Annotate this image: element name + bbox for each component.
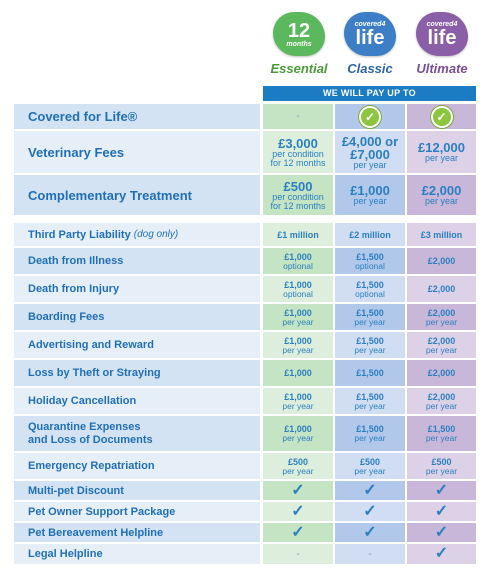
ultimate-value (407, 453, 476, 479)
classic-value (335, 104, 405, 129)
row-label: Emergency Repatriation (14, 453, 260, 479)
row-label: Pet Owner Support Package (14, 502, 260, 521)
value-main: £2,000 (421, 183, 462, 198)
check-icon: ✓ (359, 106, 381, 128)
check-icon: ✓ (263, 481, 333, 500)
value-main: £1,500 (356, 335, 384, 346)
value-sub: per year (425, 400, 458, 411)
ultimate-badge-life: life (427, 26, 457, 49)
value-sub: per year (354, 465, 386, 476)
essential-name: Essential (270, 61, 328, 76)
classic-value: £2 million (335, 223, 405, 246)
classic-name: Classic (347, 61, 393, 76)
value-sub: per condition for 12 months (270, 148, 326, 168)
value-sub: per year (354, 344, 386, 355)
classic-value (335, 332, 405, 358)
ultimate-value: £2,000 (407, 248, 476, 274)
table-row (14, 523, 476, 542)
row-label: Holiday Cancellation (14, 388, 260, 414)
table-row (14, 544, 476, 564)
ultimate-name: Ultimate (416, 61, 468, 76)
ultimate-value (407, 104, 476, 129)
value-main: £1,500 (427, 424, 456, 434)
essential-badge-months: months (286, 40, 312, 48)
value-main: £1,500 (356, 391, 384, 402)
essential-value: £1,000 (263, 360, 333, 386)
value-sub: per condition for 12 months (270, 191, 326, 211)
value-sub: per year (282, 465, 314, 476)
ultimate-value (407, 175, 476, 215)
classic-badge (344, 12, 396, 56)
row-label: Death from Injury (14, 276, 260, 302)
value-sub: per year (354, 316, 386, 327)
essential-value (263, 131, 333, 173)
row-label-text: Third Party Liability (28, 228, 131, 241)
table-row (14, 175, 476, 215)
row-label: Boarding Fees (14, 304, 260, 330)
value-sub: per year (425, 344, 458, 355)
check-icon: ✓ (263, 523, 333, 542)
value-sub: per year (425, 465, 458, 476)
classic-value (335, 388, 405, 414)
classic-value (335, 276, 405, 302)
value-main: £4,000 or £7,000 (341, 133, 399, 162)
row-label: Veterinary Fees (14, 131, 260, 173)
value-sub: optional (283, 288, 313, 299)
value-sub: per year (353, 159, 387, 170)
check-icon: ✓ (431, 106, 453, 128)
value-main: £1,500 (356, 279, 384, 290)
row-label: Loss by Theft or Straying (14, 360, 260, 386)
classic-value: - (335, 544, 405, 564)
essential-value (263, 388, 333, 414)
value-main: £2,000 (427, 335, 456, 346)
value-main: £500 (431, 456, 452, 467)
value-sub: per year (424, 153, 459, 163)
essential-badge-number: 12 (287, 19, 311, 42)
check-icon: ✓ (335, 502, 405, 521)
value-main: £1,500 (356, 424, 384, 434)
value-sub: per year (425, 433, 458, 443)
row-label (14, 416, 260, 451)
value-main: £1,500 (356, 307, 384, 318)
row-label: Legal Helpline (14, 544, 260, 564)
essential-logo (269, 12, 329, 76)
classic-value (335, 304, 405, 330)
classic-logo (340, 12, 400, 76)
row-label: Death from Illness (14, 248, 260, 274)
value-main: £500 (359, 456, 381, 467)
row-label-note: (dog only) (133, 229, 179, 240)
table-row (14, 332, 476, 358)
ultimate-badge (416, 12, 468, 56)
classic-value (335, 453, 405, 479)
row-label: Multi-pet Discount (14, 481, 260, 500)
ultimate-value (407, 332, 476, 358)
row-label-line: Quarantine Expenses (28, 420, 141, 433)
table-row (14, 276, 476, 302)
classic-value (335, 248, 405, 274)
plan-logos (0, 0, 489, 84)
ultimate-value: £3 million (407, 223, 476, 246)
ultimate-value: £2,000 (407, 360, 476, 386)
essential-value (263, 175, 333, 215)
check-icon: ✓ (335, 523, 405, 542)
value-main: £2,000 (427, 391, 456, 402)
value-main: £1,000 (284, 307, 312, 318)
check-icon: ✓ (407, 523, 476, 542)
value-sub: per year (282, 433, 314, 443)
ultimate-value (407, 304, 476, 330)
value-sub: per year (282, 400, 314, 411)
check-icon: ✓ (407, 481, 476, 500)
classic-value (335, 175, 405, 215)
table-row (14, 304, 476, 330)
essential-value (263, 248, 333, 274)
value-sub: per year (282, 316, 314, 327)
table-row (14, 360, 476, 386)
table-row (14, 131, 476, 173)
check-icon: ✓ (407, 502, 476, 521)
row-label: Covered for Life® (14, 104, 260, 129)
value-sub: per year (425, 316, 458, 327)
essential-value (263, 453, 333, 479)
pay-up-to-header: WE WILL PAY UP TO (263, 86, 476, 101)
essential-value: - (263, 104, 333, 129)
value-main: £12,000 (418, 140, 465, 155)
essential-badge (273, 12, 325, 56)
value-main: £2,000 (427, 307, 456, 318)
table-row (14, 481, 476, 500)
value-main: £1,000 (284, 335, 312, 346)
essential-value (263, 276, 333, 302)
classic-value (335, 131, 405, 173)
value-main: £1,000 (284, 279, 312, 290)
row-label: Advertising and Reward (14, 332, 260, 358)
classic-badge-life: life (355, 26, 385, 49)
ultimate-value (407, 388, 476, 414)
row-label-line: and Loss of Documents (28, 433, 153, 446)
value-sub: optional (283, 260, 313, 271)
row-label: Complementary Treatment (14, 175, 260, 215)
ultimate-badge-covered: covered4 (426, 20, 458, 28)
value-main: £1,000 (350, 183, 390, 198)
table-row (14, 453, 476, 479)
value-sub: per year (354, 400, 386, 411)
value-sub: per year (282, 344, 314, 355)
ultimate-value (407, 416, 476, 451)
value-main: £3,000 (278, 135, 318, 151)
table-row (14, 104, 476, 129)
essential-value (263, 416, 333, 451)
table-row (14, 502, 476, 521)
ultimate-value: £2,000 (407, 276, 476, 302)
value-main: £1,000 (284, 424, 312, 434)
essential-value: £1 million (263, 223, 333, 246)
value-sub: per year (424, 196, 459, 206)
table-row (14, 388, 476, 414)
row-label (14, 223, 260, 246)
check-icon: ✓ (335, 481, 405, 500)
check-icon: ✓ (263, 502, 333, 521)
table-row (14, 248, 476, 274)
essential-value (263, 332, 333, 358)
ultimate-value (407, 131, 476, 173)
classic-badge-covered: covered4 (354, 20, 386, 28)
value-main: £1,000 (284, 251, 312, 262)
row-label: Pet Bereavement Helpline (14, 523, 260, 542)
table-row (14, 223, 476, 246)
value-main: £1,000 (284, 391, 312, 402)
ultimate-logo (412, 12, 472, 76)
essential-value: - (263, 544, 333, 564)
classic-value: £1,500 (335, 360, 405, 386)
value-sub: optional (355, 288, 385, 299)
check-icon: ✓ (407, 544, 476, 564)
essential-value (263, 304, 333, 330)
classic-value (335, 416, 405, 451)
value-sub: per year (354, 433, 386, 443)
value-main: £500 (283, 178, 313, 194)
value-sub: optional (355, 260, 385, 271)
table-row (14, 416, 476, 451)
value-main: £500 (287, 456, 309, 467)
value-sub: per year (353, 196, 387, 206)
value-main: £1,500 (356, 251, 384, 262)
